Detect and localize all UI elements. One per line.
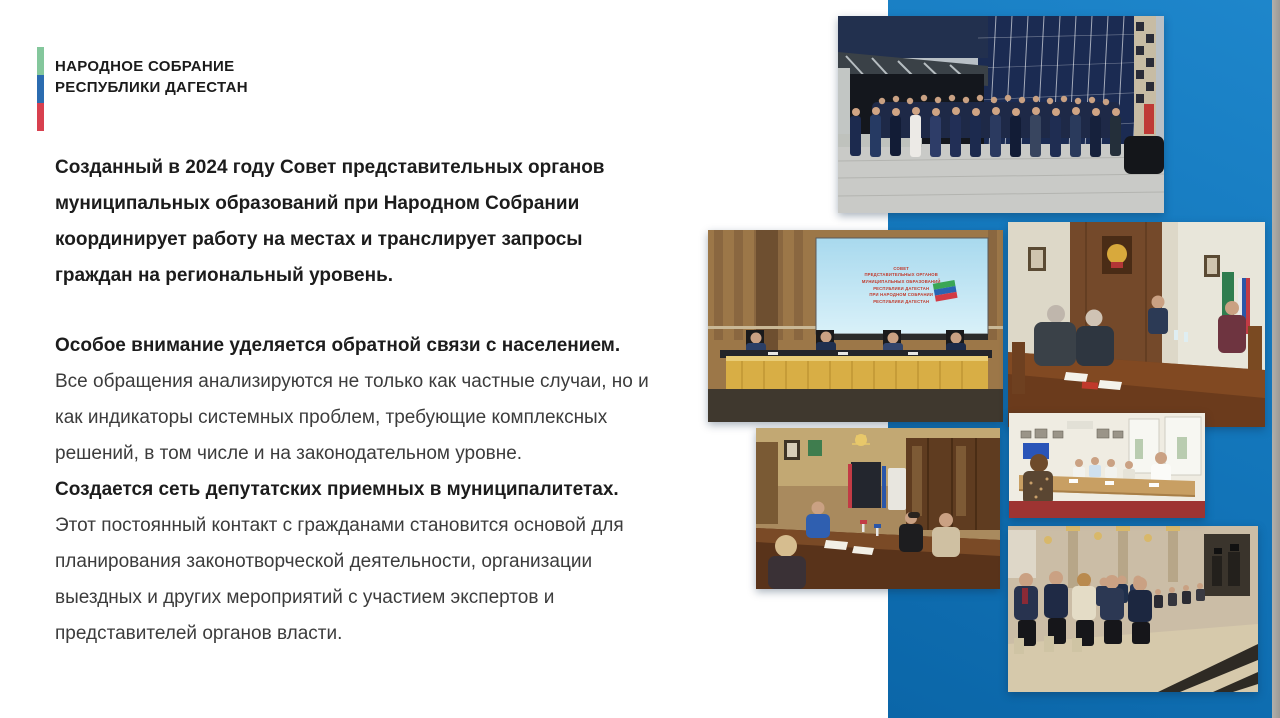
photo-meeting-graphic xyxy=(1008,222,1265,427)
org-title-line2: РЕСПУБЛИКИ ДАГЕСТАН xyxy=(55,79,248,96)
photo-committee-graphic xyxy=(1009,413,1205,518)
paragraph-feedback-rest: Все обращения анализируются не только как частные случаи, но и как индикаторы системных проблем, требующие комплексных решений, в том числе и на законодательном уровне. xyxy=(55,371,649,464)
photo-session-audience xyxy=(1008,526,1258,692)
photo-committee-room xyxy=(1009,413,1205,518)
photo-group-at-building xyxy=(838,16,1164,213)
photo-citizens-reception xyxy=(756,428,1000,589)
photo-presidium-screen xyxy=(708,230,1003,422)
presidium-screen-text: СОВЕТ ПРЕДСТАВИТЕЛЬНЫХ ОРГАНОВ МУНИЦИПАЛЬНЫХ ОБРАЗОВАНИЙ РЕСПУБЛИКИ ДАГЕСТАН ПРИ НАРОДНОМ СОБРАНИИ РЕСПУБЛИКИ ДАГЕСТАН xyxy=(861,265,941,305)
paragraph-offices-rest: Этот постоянный контакт с гражданами становится основой для планирования законотворческой деятельности, организации выездных и других мероприятий с участием экспертов и представителей органов власти. xyxy=(55,515,624,644)
paragraph-feedback xyxy=(55,328,655,472)
right-edge-strip xyxy=(1272,0,1280,718)
paragraph-feedback-lead: Особое внимание уделяется обратной связи с населением. xyxy=(55,335,621,356)
flag-green-segment xyxy=(37,47,44,75)
photo-group-graphic xyxy=(838,16,1164,213)
org-title-line1: НАРОДНОЕ СОБРАНИЕ xyxy=(55,58,235,75)
photo-reception-graphic xyxy=(756,428,1000,589)
body-text-column xyxy=(55,150,655,652)
flag-blue-segment xyxy=(37,75,44,103)
dagestan-flag-bar-icon xyxy=(37,47,44,131)
photo-presidium-graphic xyxy=(708,230,1003,422)
photo-meeting-table xyxy=(1008,222,1265,427)
paragraph-offices-lead: Создается сеть депутатских приемных в муниципалитетах. xyxy=(55,479,619,500)
paragraph-council-lead: Созданный в 2024 году Совет представительных органов муниципальных образований при Народном Собрании координирует работу на местах и транслирует запросы граждан на региональный уровень. xyxy=(55,157,605,286)
paragraph-offices xyxy=(55,472,655,652)
paragraph-council xyxy=(55,150,655,294)
photo-audience-graphic xyxy=(1008,526,1258,692)
flag-red-segment xyxy=(37,103,44,131)
org-title xyxy=(55,56,385,98)
